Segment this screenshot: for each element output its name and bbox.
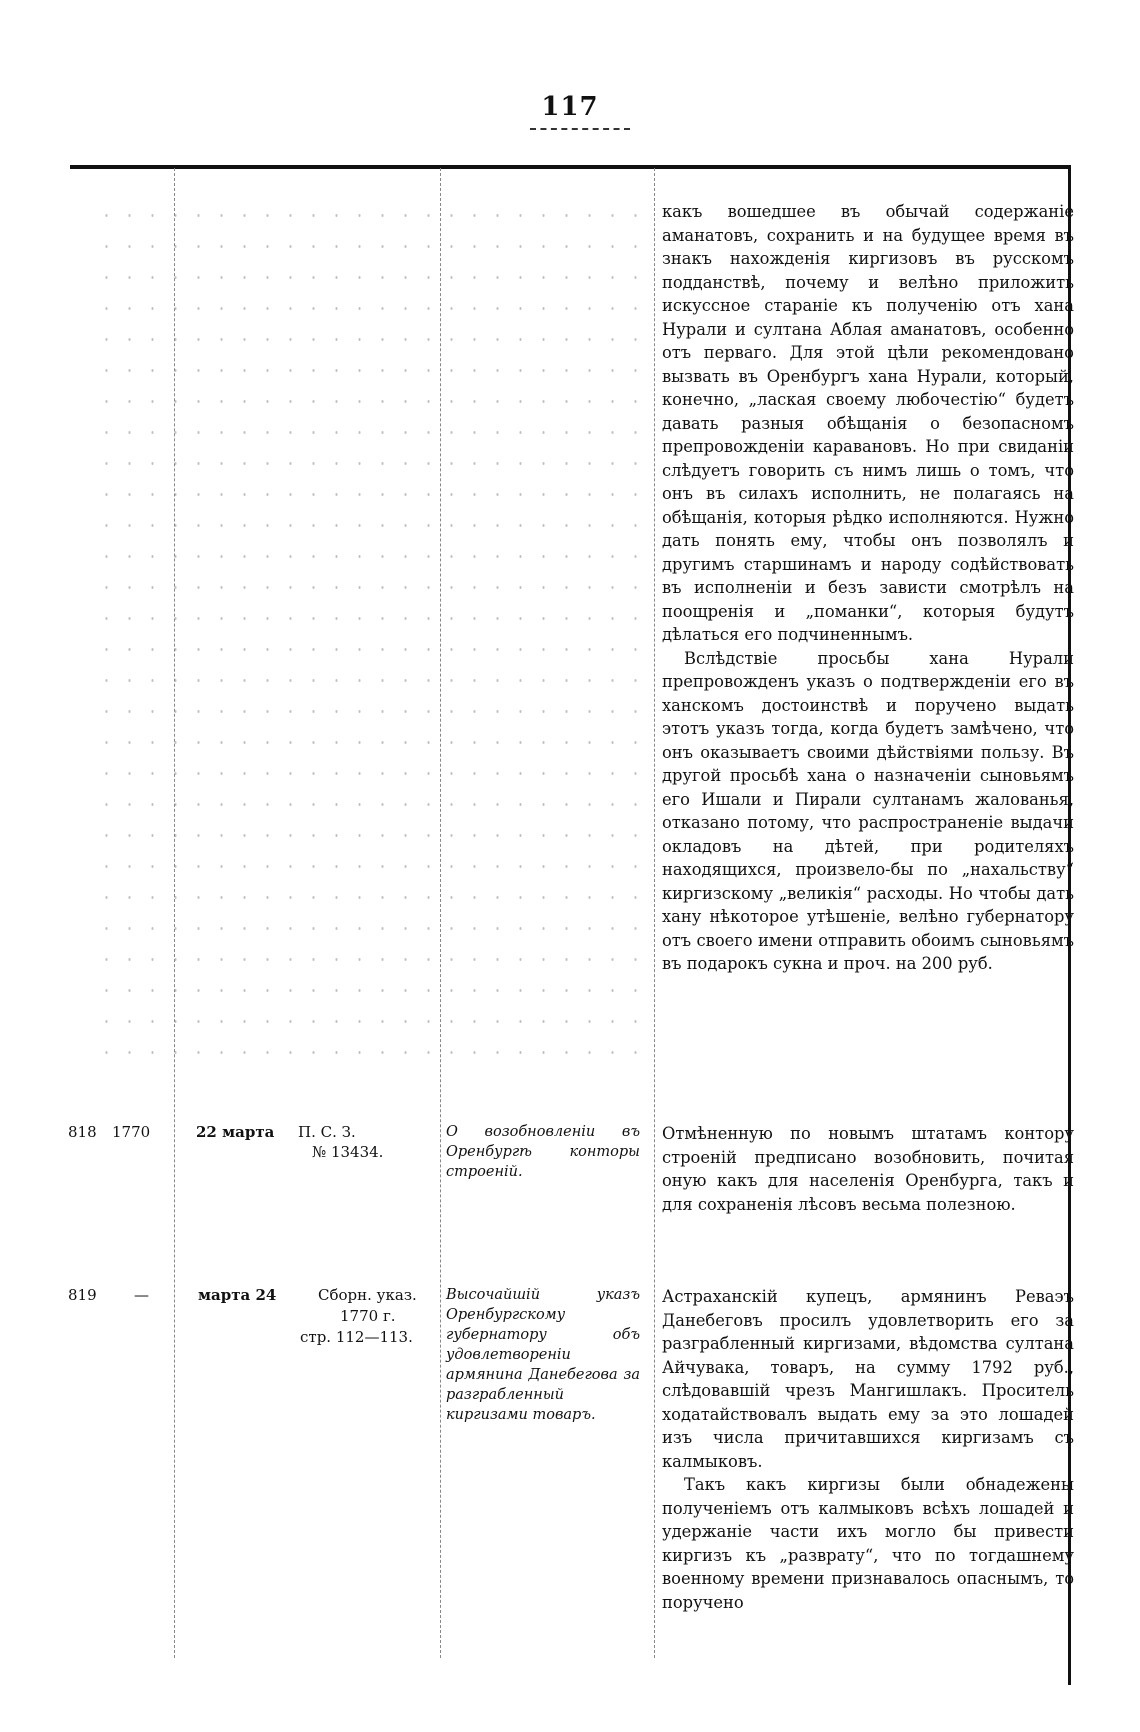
paragraph: Вслѣдствіе просьбы хана Нурали препровожденъ указъ о подтвержденіи его въ ханскомъ достоинствѣ и поручено выдать этотъ указъ тогда, когда будетъ замѣчено, что онъ оказываетъ своими дѣйствіями пользу. Въ другой просьбѣ хана о назначеніи сыновьямъ его Ишали и Пирали султанамъ жалованья, отказано потому, что распространеніе выдачи окладовъ на дѣтей, при родителяхъ находящихся, произвело-бы по „нахальству“ киргизскому „великія“ расходы. Но чтобы дать хану нѣкоторое утѣшеніе, велѣно губернатору отъ своего имени отправить обоимъ сыновьямъ въ подарокъ сукна и проч. на 200 руб. [662,648,1074,973]
column-divider [654,168,655,1658]
entry-source: П. С. З. [298,1123,356,1141]
paragraph: Такъ какъ киргизы были обнадежены полученіемъ отъ калмыковъ всѣхъ лошадей и удержаніе части ихъ могло бы привести киргизъ къ „разврату“, что по тогдашнему военному времени признавалось опаснымъ, то поручено [662,1475,1074,1612]
paragraph: Астраханскій купецъ, армянинъ Реваэъ Данебеговъ просилъ удовлетворить его за разграбленный киргизами, вѣдомства султана Айчувака, товаръ, на сумму 1792 руб., слѣдовавшій чрезъ Мангишлакъ. Проситель ходатайствовалъ выдать ему за это лошадей изъ числа причитавшихся киргизамъ съ калмыковъ. [662,1287,1074,1471]
entry-date: 22 марта [196,1123,275,1141]
entry-source: Сборн. указ. [318,1286,417,1304]
bleed-through-speckle [95,200,650,1080]
entry-number: 818 [68,1123,97,1141]
entry-content [662,1285,1074,1614]
table-top-rule [70,165,1070,169]
entry-number: 819 [68,1286,97,1304]
entry-source: 1770 г. [340,1307,396,1325]
entry-content: Отмѣненную по новымъ штатамъ контору строеній предписано возобновить, почитая оную какъ для населенія Оренбурга, такъ и для сохраненія лѣсовъ весьма полезною. [662,1124,1074,1214]
entry-year: — [134,1286,149,1304]
entry-title: Высочайшій указъ Оренбургскому губернатору объ удовлетвореніи армянина Данебегова за разграбленный киргизами товаръ. [446,1287,640,1423]
entry-title: О возобновленіи въ Оренбургѣ конторы строеній. [446,1124,640,1180]
entry-source: № 13434. [312,1143,384,1161]
page-number-underline [530,128,630,130]
entry-date: марта 24 [198,1286,277,1304]
entry-source: стр. 112—113. [300,1328,413,1346]
page-number: 117 [541,92,599,122]
previous-entry-content [662,200,1074,976]
paragraph: какъ вошедшее въ обычай содержаніе аманатовъ, сохранить и на будущее время въ знакъ нахожденія киргизовъ въ русскомъ подданствѣ, почему и велѣно приложить искуссное стараніе къ полученію отъ хана Нурали и султана Аблая аманатовъ, особенно отъ перваго. Для этой цѣли рекомендовано вызвать въ Оренбургъ хана Нурали, который, конечно, „лaскaя своему любочестію“ будетъ давать разныя обѣщанія о безопасномъ препровожденіи каравановъ. Но при свиданіи слѣдуетъ говорить съ нимъ лишь о томъ, что онъ въ силахъ исполнить, не полагаясь на обѣщанія, которыя рѣдко исполняются. Нужно дать понять ему, чтобы онъ позволялъ и другимъ старшинамъ и народу содѣйствовать въ исполненіи и безъ зависти смотрѣлъ на поощренія и „поманки“, которыя будутъ дѣлаться его подчиненнымъ. [662,202,1074,644]
entry-year: 1770 [112,1123,151,1141]
